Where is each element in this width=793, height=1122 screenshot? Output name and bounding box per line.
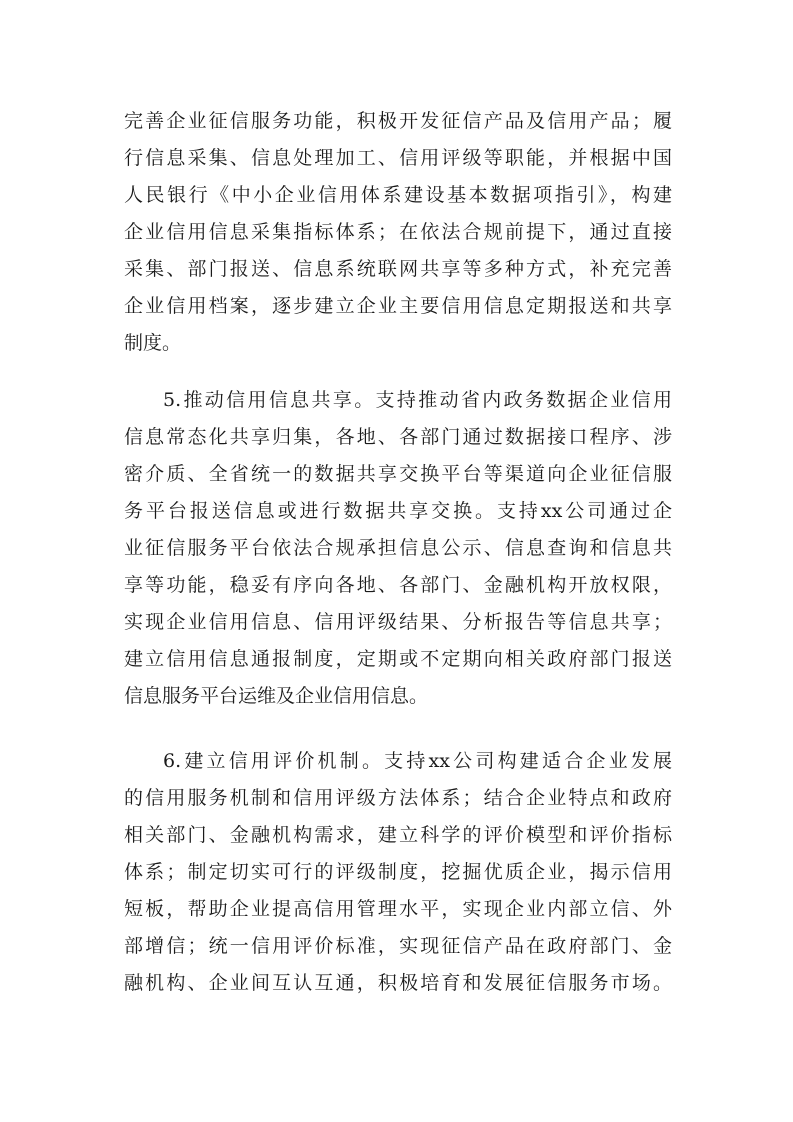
text-line: 务平台报送信息或进行数据共享交换。支持xx公司通过企 (124, 500, 672, 522)
text-line: 相关部门、金融机构需求，建立科学的评价模型和评价指标 (124, 824, 672, 846)
text-line: 体系；制定切实可行的评级制度，挖掘优质企业，揭示信用 (124, 861, 672, 883)
text-line: 信息常态化共享归集，各地、各部门通过数据接口程序、涉 (124, 426, 672, 448)
text-line: 完善企业征信服务功能，积极开发征信产品及信用产品；履 (124, 110, 672, 132)
text-line: 享等功能，稳妥有序向各地、各部门、金融机构开放权限， (124, 574, 672, 596)
text-line: 部增信；统一信用评价标准，实现征信产品在政府部门、金 (124, 935, 672, 957)
text-line: 短板，帮助企业提高信用管理水平，实现企业内部立信、外 (124, 898, 672, 920)
text-line: 行信息采集、信息处理加工、信用评级等职能，并根据中国 (124, 147, 672, 169)
text-line: 制度。 (124, 332, 182, 354)
text-line: 企业信用信息采集指标体系；在依法合规前提下，通过直接 (124, 221, 672, 243)
text-line: 实现企业信用信息、信用评级结果、分析报告等信息共享； (124, 611, 672, 633)
text-line: 的信用服务机制和信用评级方法体系；结合企业特点和政府 (124, 787, 672, 809)
text-line: 建立信用信息通报制度，定期或不定期向相关政府部门报送 (124, 648, 672, 670)
text-line: 企业信用档案，逐步建立企业主要信用信息定期报送和共享 (124, 295, 672, 317)
text-line: 密介质、全省统一的数据共享交换平台等渠道向企业征信服 (124, 463, 672, 485)
paragraph-6-heading-line: 6.建立信用评价机制。支持xx公司构建适合企业发展 (163, 750, 672, 772)
text-line: 信息服务平台运维及企业信用信息。 (124, 685, 429, 707)
paragraph-5-heading-line: 5.推动信用信息共享。支持推动省内政务数据企业信用 (163, 389, 672, 411)
text-line: 人民银行《中小企业信用体系建设基本数据项指引》，构建 (124, 184, 672, 206)
text-line: 融机构、企业间互认互通，积极培育和发展征信服务市场。 (124, 972, 672, 994)
text-line: 业征信服务平台依法合规承担信息公示、信息查询和信息共 (124, 537, 672, 559)
text-line: 采集、部门报送、信息系统联网共享等多种方式，补充完善 (124, 258, 672, 280)
